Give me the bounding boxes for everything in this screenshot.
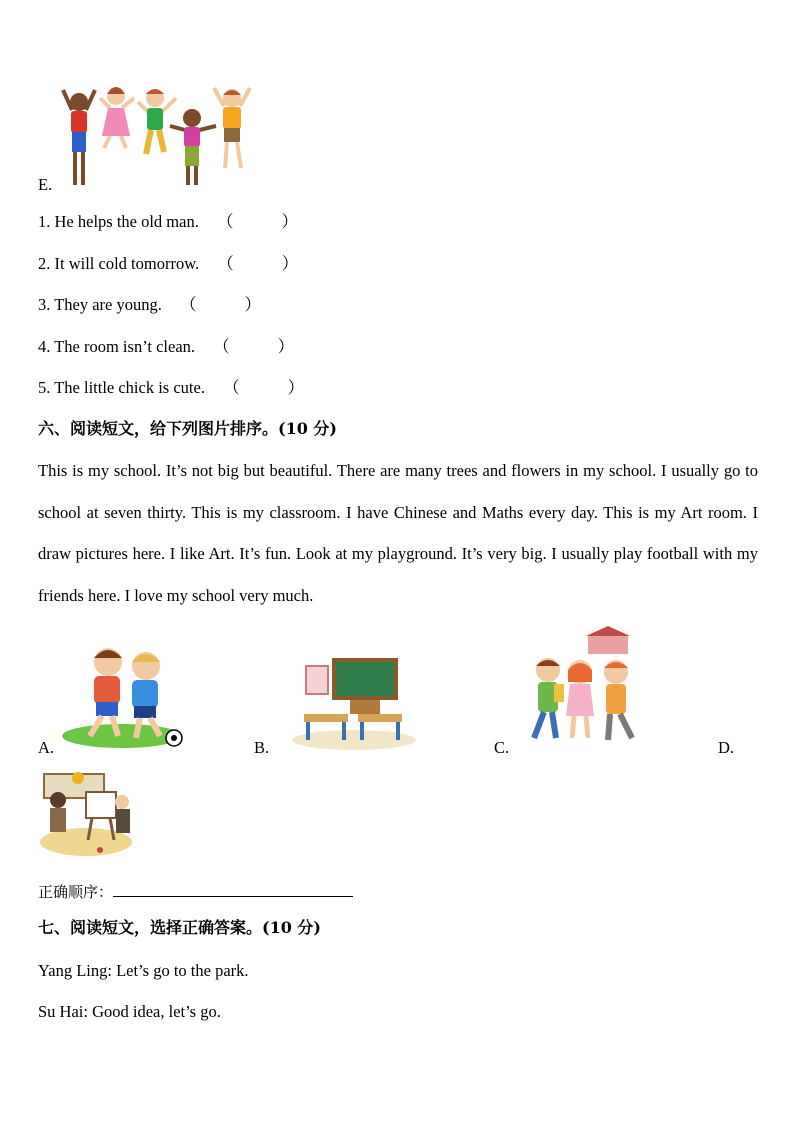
question-text: 3. They are young.	[38, 295, 162, 314]
dialogue-line-1: Yang Ling: Let’s go to the park.	[38, 961, 249, 980]
answer-paren-open: （	[217, 254, 234, 273]
option-b-label: B.	[254, 738, 270, 757]
answer-paren-close: ）	[244, 295, 261, 314]
question-5	[38, 378, 304, 398]
answer-order-row	[38, 880, 353, 902]
answer-paren-open: （	[223, 378, 240, 397]
question-3	[38, 295, 261, 315]
option-c-label: C.	[494, 738, 510, 757]
answer-paren-close: ）	[281, 212, 298, 231]
classroom-image	[292, 656, 418, 752]
question-text: 2. It will cold tomorrow.	[38, 254, 200, 273]
question-text: 5. The little chick is cute.	[38, 378, 205, 397]
art-room-image	[38, 770, 136, 858]
dialogue-line-2: Su Hai: Good idea, let’s go.	[38, 1002, 221, 1021]
football-image	[60, 640, 186, 752]
answer-paren-open: （	[213, 337, 230, 356]
answer-paren-close: ）	[277, 337, 295, 356]
option-e-label: E.	[38, 175, 53, 194]
answer-order-blank[interactable]	[113, 880, 353, 897]
section-6-heading: 六、阅读短文，给下列图片排序。(10 分)	[38, 419, 337, 438]
question-1	[38, 212, 298, 232]
option-d-label: D.	[718, 738, 735, 757]
question-text: 4. The room isn’t clean.	[38, 337, 196, 356]
children-jumping-image	[58, 80, 258, 192]
question-4	[38, 337, 294, 357]
answer-paren-open: （	[216, 212, 234, 231]
reading-passage: This is my school. It’s not big but beautiful. There are many trees and flowers in my school. I usually go to school at seven thirty. This is my classroom. I have Chinese and Maths every day. This is my Art room. I draw pictures here. I like Art. It’s fun. Look at my playground. It’s very big. I usually play football with my friends here. I love my school very much.	[38, 461, 758, 606]
question-text: 1. He helps the old man.	[38, 212, 199, 231]
answer-paren-open: （	[180, 295, 197, 314]
section-7-heading: 七、阅读短文，选择正确答案。(10 分)	[38, 918, 321, 937]
answer-paren-close: ）	[281, 254, 299, 273]
option-a-label: A.	[38, 738, 55, 757]
answer-order-label: 正确顺序：	[38, 883, 114, 901]
answer-paren-close: ）	[287, 378, 305, 397]
question-2	[38, 254, 298, 274]
walking-to-school-image	[524, 626, 644, 748]
